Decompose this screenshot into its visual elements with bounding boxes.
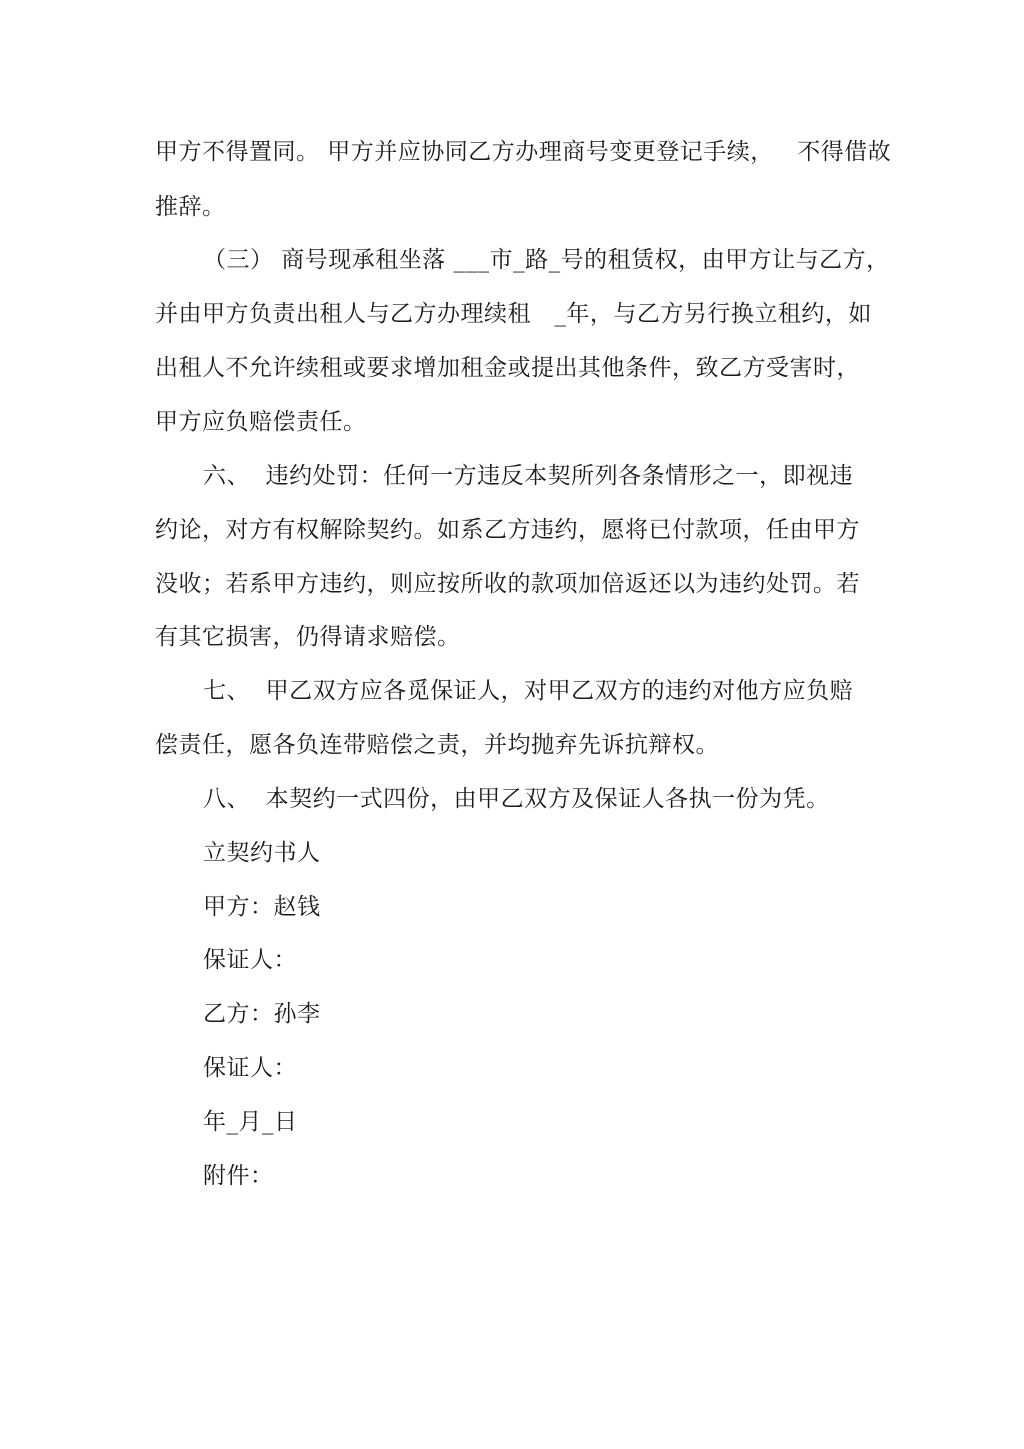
text-line-1: 甲方不得置同。 甲方并应协同乙方办理商号变更登记手续， 不得借故	[155, 139, 892, 165]
clause-7-line-1: 七、 甲乙双方应各觅保证人，对甲乙双方的违约对他方应负赔	[203, 678, 854, 704]
clause-8-line-1: 八、 本契约一式四份，由甲乙双方及保证人各执一份为凭。	[203, 786, 830, 812]
clause-3-line-4: 甲方应负赔偿责任。	[155, 409, 367, 435]
clause-7-line-2: 偿责任，愿各负连带赔偿之责，并均抛弃先诉抗辩权。	[155, 732, 719, 758]
clause-6-line-4: 有其它损害，仍得请求赔偿。	[155, 624, 461, 650]
signatory-heading: 立契约书人	[203, 840, 321, 866]
clause-3-line-3: 出租人不允许续租或要求增加租金或提出其他条件，致乙方受害时，	[155, 355, 860, 381]
party-a-label: 甲方：赵钱	[203, 894, 321, 920]
clause-3-line-1: （三） 商号现承租坐落 ___市_路_号的租赁权，由甲方让与乙方，	[203, 247, 890, 273]
clause-3-line-2: 并由甲方负责出租人与乙方办理续租 _年，与乙方另行换立租约，如	[155, 301, 872, 327]
party-b-label: 乙方：孙李	[203, 1001, 321, 1027]
date-line: 年_月_日	[203, 1109, 298, 1135]
guarantor-a-label: 保证人：	[203, 947, 297, 973]
text-line-2: 推辞。	[155, 194, 226, 220]
clause-6-line-3: 没收；若系甲方违约，则应按所收的款项加倍返还以为违约处罚。若	[155, 571, 860, 597]
attachment-label: 附件：	[203, 1163, 274, 1189]
guarantor-b-label: 保证人：	[203, 1055, 297, 1081]
clause-6-line-1: 六、 违约处罚：任何一方违反本契所列各条情形之一，即视违	[203, 463, 854, 489]
clause-6-line-2: 约论，对方有权解除契约。如系乙方违约，愿将已付款项，任由甲方	[155, 517, 860, 543]
